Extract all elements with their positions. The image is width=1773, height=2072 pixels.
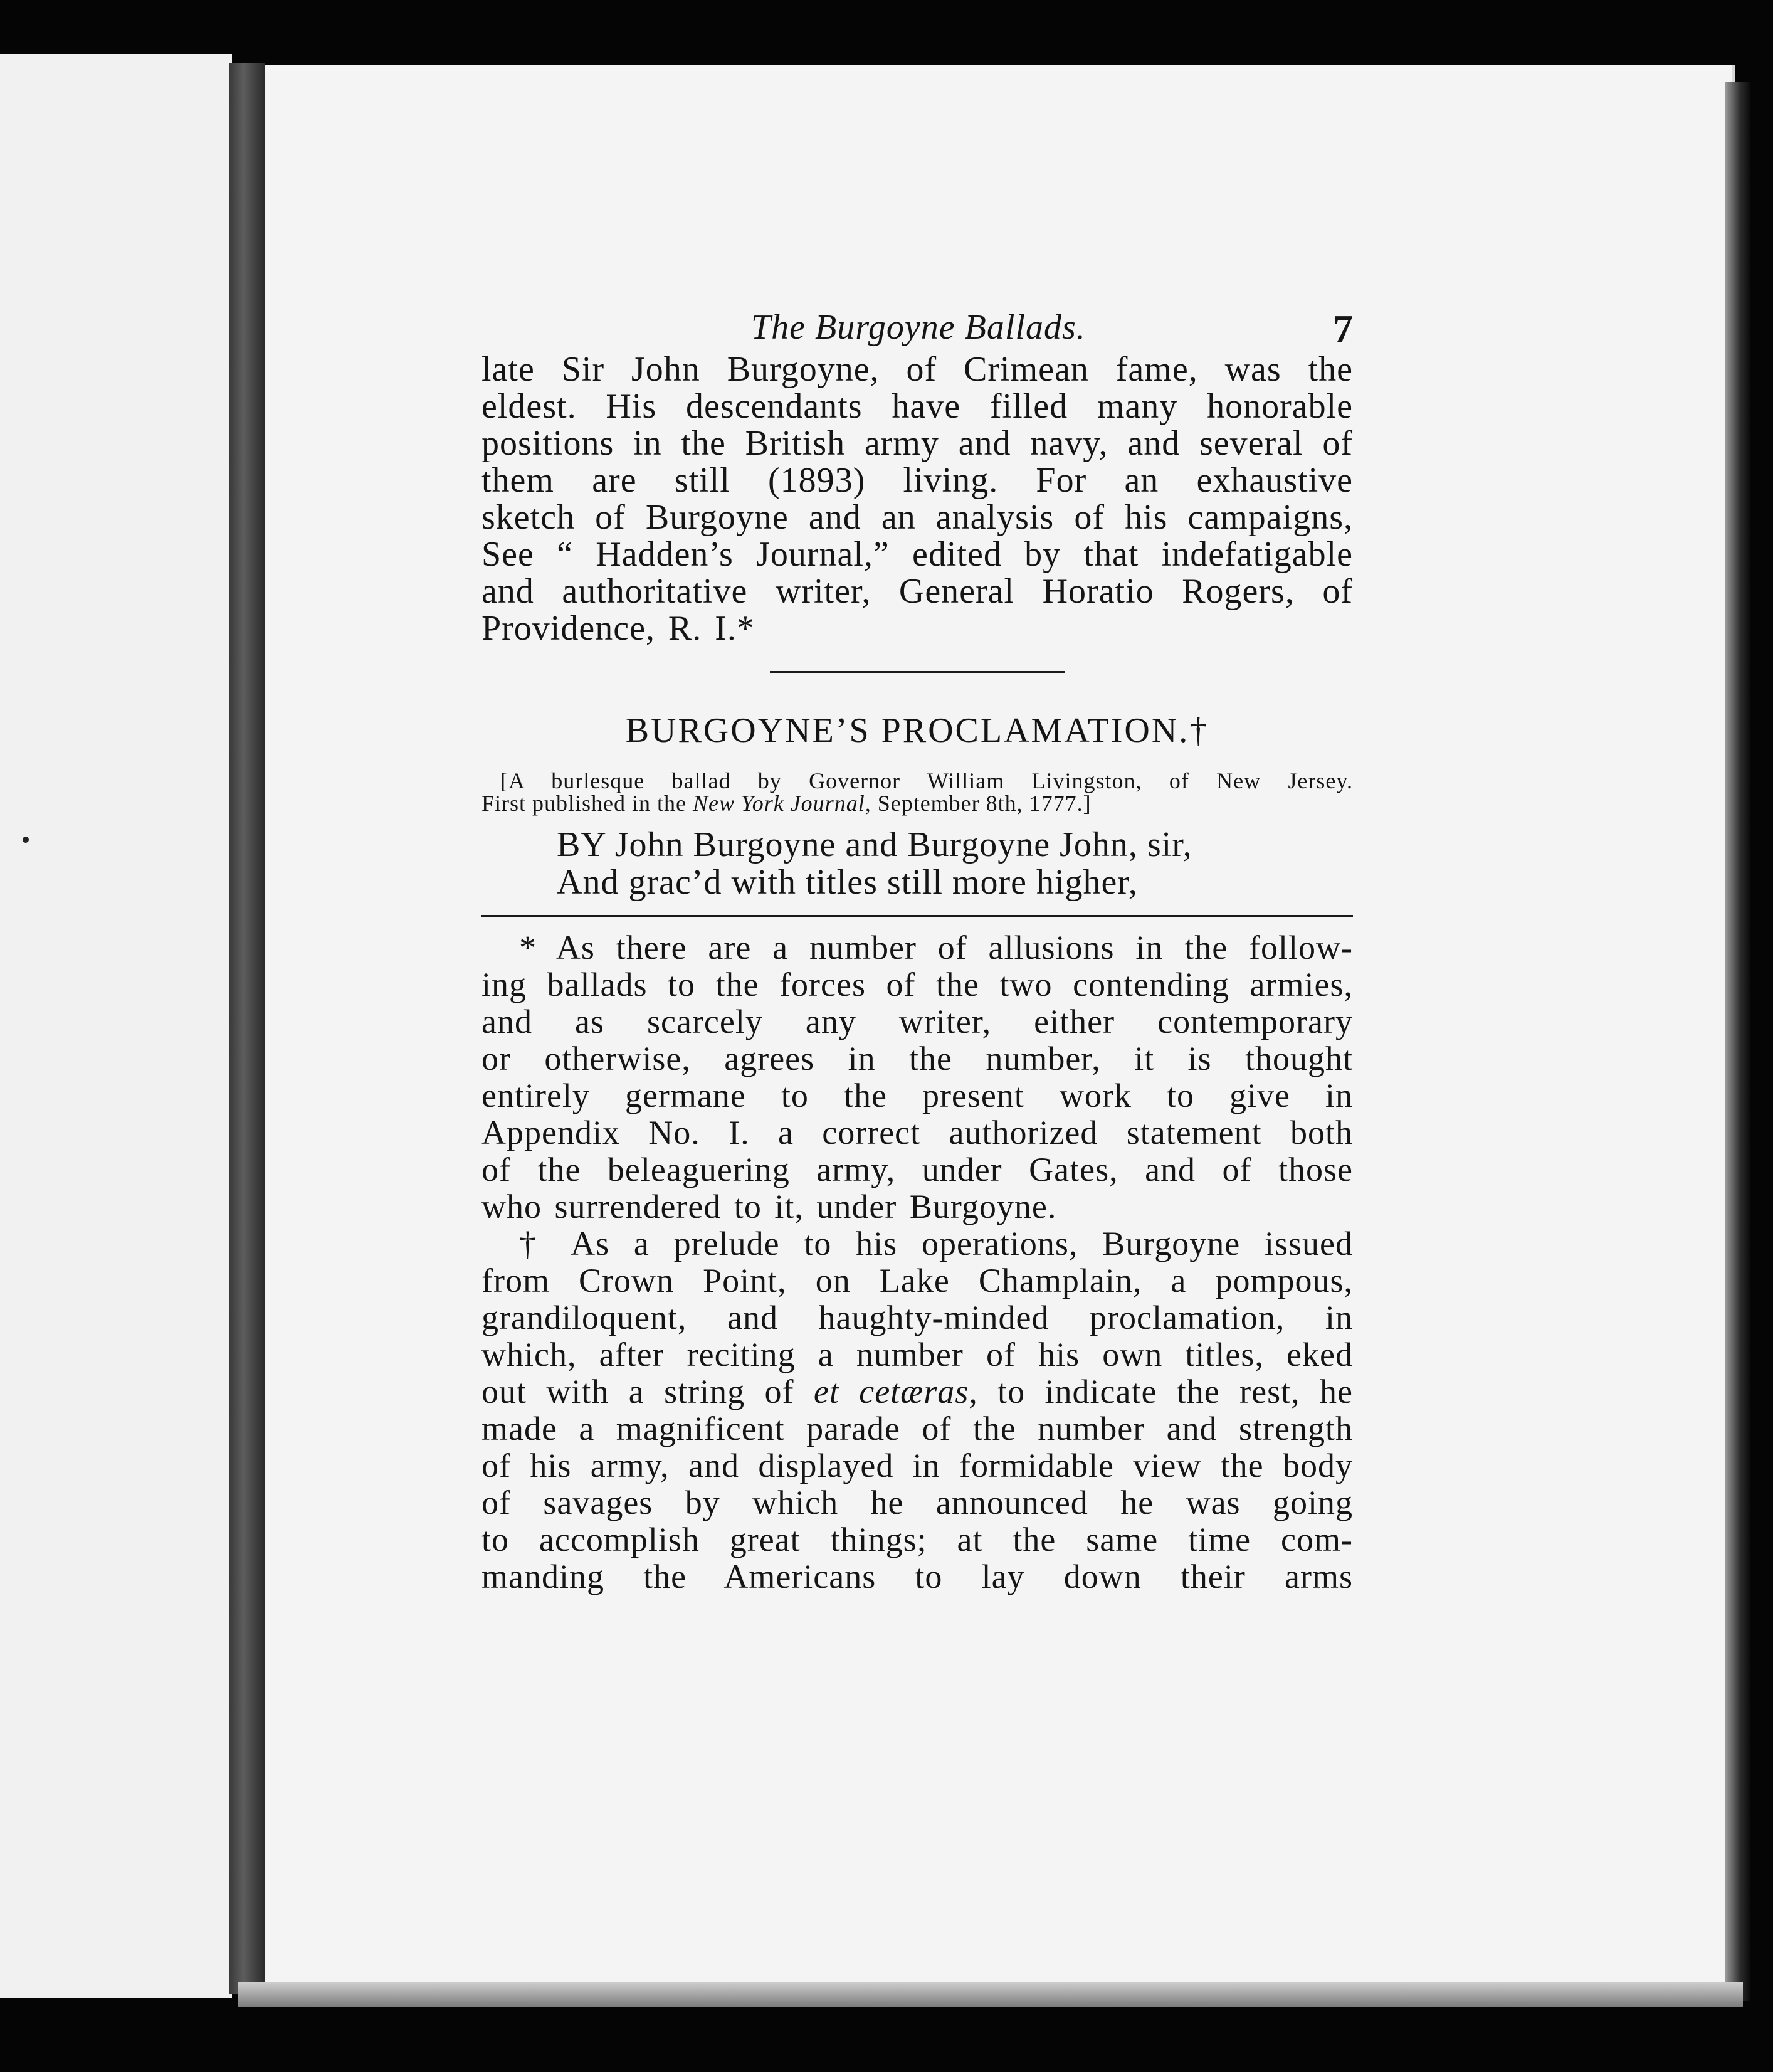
intro-note-text: First published in the [481,791,693,816]
footnote-rule [481,915,1353,917]
journal-title: New York Journal, [693,791,871,816]
paragraph-line: and authoritative writer, General Horatio Rogers, of [481,572,1353,611]
footnote-dagger-line: from Crown Point, on Lake Champlain, a pompous, [481,1262,1353,1299]
footnote-star-line: and as scarcely any writer, either contemporary [481,1003,1353,1040]
section-title: BURGOYNE’S PROCLAMATION.† [625,711,1209,750]
footnote-dagger-line [481,1373,1353,1410]
text-block [481,295,1353,1595]
latin-phrase: et cetæras, [813,1373,978,1410]
footnote-star-line: of the beleaguering army, under Gates, and of those [481,1151,1353,1188]
footnote-dagger-line: grandiloquent, and haughty-minded proclamation, in [481,1299,1353,1336]
section-divider [770,671,1065,673]
footnotes [481,929,1353,1595]
facing-left-page [0,54,232,1998]
page-edge-bottom [238,1982,1743,2007]
ballad-verse [481,826,1353,901]
footnote-dagger-line: of savages by which he announced he was going [481,1484,1353,1521]
ink-speck [23,837,29,843]
footnote-star-line: ing ballads to the forces of the two contending armies, [481,966,1353,1003]
verse-line: BY John Burgoyne and Burgoyne John, sir, [557,825,1192,864]
paragraph-line: eldest. His descendants have filled many honorable [481,387,1353,426]
paragraph-line: positions in the British army and navy, and several of [481,424,1353,463]
footnote-dagger-line: † As a prelude to his operations, Burgoyne issued [519,1225,1353,1262]
footnote-dagger-line: which, after reciting a number of his own titles, eked [481,1336,1353,1373]
running-head [481,295,1353,351]
footnote-star-line: * As there are a number of allusions in the follow- [519,929,1353,966]
intro-note-line [481,792,1353,815]
paragraph-line: late Sir John Burgoyne, of Crimean fame, was the [481,350,1353,389]
footnote-dagger-line: of his army, and displayed in formidable view the body [481,1447,1353,1484]
footnote-star-line: entirely germane to the present work to give in [481,1077,1353,1114]
footnote-dagger-line: to accomplish great things; at the same time com- [481,1521,1353,1558]
footnote-star-line: who surrendered to it, under Burgoyne. [481,1188,1057,1225]
footnote-text: to indicate the rest, he [977,1373,1353,1410]
verse-line: And grac’d with titles still more higher, [557,863,1138,902]
continuation-paragraph [481,351,1353,647]
paragraph-line: Providence, R. I.* [481,609,755,648]
page-edge-right [1725,82,1750,2001]
footnote-text: out with a string of [481,1373,814,1410]
page-number: 7 [1333,307,1353,351]
intro-note-line: [A burlesque ballad by Governor William Livingston, of New Jersey. [500,768,1353,793]
intro-note-text: September 8th, 1777.] [871,791,1092,816]
book-gutter [229,63,265,1994]
footnote-dagger-line: manding the Americans to lay down their arms [481,1558,1353,1595]
footnote-star-line: or otherwise, agrees in the number, it is thought [481,1040,1353,1077]
footnote-dagger-line: made a magnificent parade of the number and strength [481,1410,1353,1447]
paragraph-line: See “ Hadden’s Journal,” edited by that indefatigable [481,535,1353,574]
ballad-intro-note [481,769,1353,815]
running-title: The Burgoyne Ballads. [751,308,1086,347]
footnote-star-line: Appendix No. I. a correct authorized statement both [481,1114,1353,1151]
paragraph-line: sketch of Burgoyne and an analysis of his campaigns, [481,498,1353,537]
paragraph-line: them are still (1893) living. For an exhaustive [481,461,1353,500]
